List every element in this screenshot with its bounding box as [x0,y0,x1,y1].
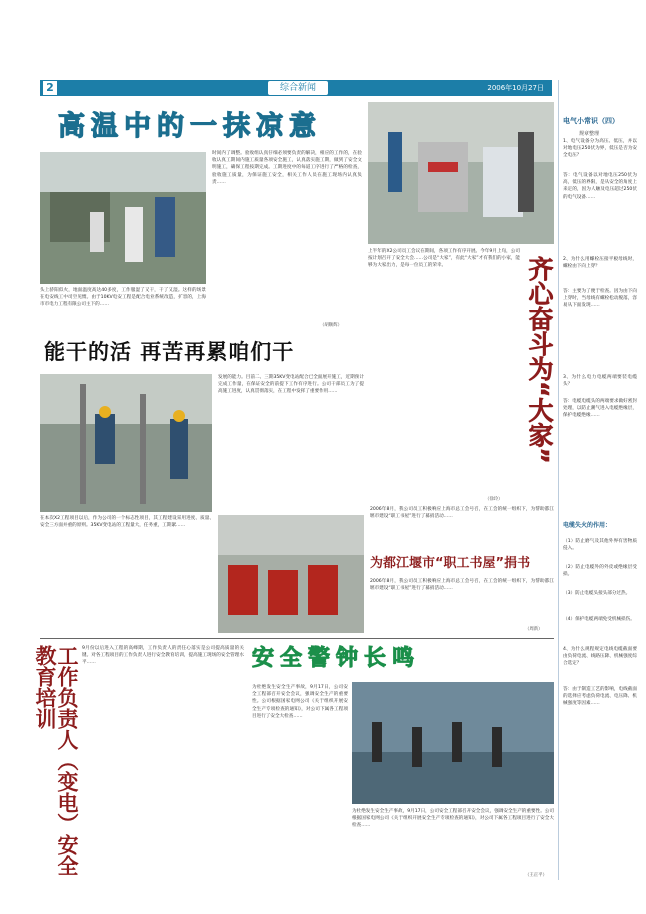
sidebar-q2: 2、为什么用螺栓压接平板母线时，螺栓由下向上穿？ [563,257,637,270]
sidebar-a3: 答：电缆电缆头的两端要求做好密封处理，以防止潮气进入电缆绝缘层，保护电缆绝缘…… [563,399,637,419]
sidebar-title: 电气小常识（四） [563,117,619,125]
zhigongwu-title: 为都江堰市“职工书屋”捐书 [370,556,531,571]
heat-caption: 头上骄阳似火，地面温度高达40多度，工作服湿了又干，干了又湿。这样的场景在电安线工中司空见惯。由于10KV电安工程是配合电业系统改造，扩容的，上海市市电力工程有限公司主下的…… [40,288,206,308]
safety-alarm-body: 为杜绝发生安全生产事故，9月17日，公司安全工程部召开安全会议，强调安全生产的重要性。公司根据国家电网公司《关于组织开展安全生产专项检查的通知》，对公司下属各工程项目进行了安全大检查…… [252,685,348,719]
sidebar-subtitle: 规章整理 [579,131,600,137]
sidebar-q1: 1、电气设备分为高压、低压，并以对地电压250伏为界，低压是否为安全电压？ [563,139,637,159]
page-number: 2 [43,81,57,95]
safety-author: （王正平） [525,873,547,878]
sidebar-fire-3: （3）防止电缆头接头部分过热。 [563,591,631,596]
sidebar-q3: 3、为什么电力电缆两端要装电缆头？ [563,375,637,388]
training-title: 工作负责人（变电）安全教育培训 [33,645,79,876]
sidebar-q4: 4、为什么规程规定电线电缆截面要由负荷电流、线路压降、机械强度综合选定？ [563,647,637,667]
section-title: 综合新闻 [268,81,328,95]
zhigongwu-extra: 2006年8月，我公司员工积极响应上海市总工会号召，在工会的统一组织下，为帮助都江堰市建设“职工书屋”进行了募捐活动…… [370,579,554,592]
hard-work-body-bottom: 在本次X2工程项目以后，作为公司的一个标志性项目，其工程建设采用进度、质量、安全三方面并重的原则。35KV变电站的工程量大，任务重，工期紧…… [40,516,214,529]
hard-work-photo-2-image [218,515,364,633]
qixin-title: 齐心奋斗为“大家” [525,256,554,464]
zhigongwu-author: （周新） [525,627,543,632]
issue-date: 2006年10月27日 [487,84,544,92]
hard-work-photo [40,374,212,512]
safety-alarm-title: 安全警钟长鸣 [252,646,421,671]
sidebar [558,80,639,880]
heat-photo-image [40,152,206,284]
sidebar-a2: 答：主要为了便于检查。因为由下向上穿时，当母线有螺栓松动脱落，容易从下面发现…… [563,289,637,309]
sidebar-fire-2: （2）防止电缆外的外皮或绝缘层受损。 [563,565,637,578]
safety-alarm-body-2: 为杜绝发生安全生产事故，9月17日，公司安全工程部召开安全会议，强调安全生产的重要性。公司根据国家电网公司《关于组织开展安全生产专项检查的通知》，对公司下属各工程项目进行了安全大检查…… [352,809,554,829]
zhigongwu-body: 2006年8月，我公司员工积极响应上海市总工会号召，在工会的统一组织下，为帮助都江堰市建设“职工书屋”进行了募捐活动…… [370,507,554,520]
hard-work-body-right: 发展的能力。目前二、三期35KV变电站配合已全面展开施工，近期预计完成工作量，在保证安全的前提下工作有序进行。公司干部员工为了提高施工进度，认真贯彻落实，在工程中发挥了重要作用…… [218,375,364,395]
safety-photo-image [352,682,554,804]
divider [40,638,554,639]
masthead [40,80,552,96]
heat-article-title: 高温中的一抹凉意 [58,111,322,142]
training-body: 9月份以后进入工程的高峰期，工作负责人的责任心落实是公司提高质量的关键。对各工程项目的工作负责人进行安全教育培训，提高施工现场的安全管理水平…… [82,646,244,666]
heat-body: 时间内了调整。验收组认真仔细必须要负责的解决，相应的工作的，在验收认真工期间内施工质量各项安全施工，认真落实施工期，做到了安全文明施工，确保工程按期完成。工期进度中的每道工序进行了严格的检查，验收施工质量，为保证施工安全，相关工作人员在施工现场内认真负责…… [212,151,362,185]
sidebar-fire-title: 电缆失火的作用： [563,522,612,529]
hard-work-photo-2 [218,515,364,633]
hard-work-title: 能干的活 再苦再累咱们干 [44,340,295,364]
sidebar-a4: 答：由于制造工艺的影响，电线截面的选择应考虑负荷电流、电压降、机械强度等因素…… [563,687,637,707]
qixin-body: 上半年的X2公司员工会议在期间，各项工作有序开展。今年9月上旬，公司按计划召开了安全大会……公司是“大家”，有此“大家”才有我们的小家，能够为大家出力，是每一位员工的荣幸。 [368,249,520,269]
hard-work-photo-image [40,374,212,512]
substation-photo-image [368,102,554,244]
sidebar-a1: 答：电气设备以对地电压250伏为高，低压的界限，是从安全的角度上来定的，因为人触及电压超过250伏的电气设备…… [563,173,637,200]
substation-photo [368,102,554,244]
heat-photo [40,152,206,284]
sidebar-fire-1: （1）防止磨气及其他外界有害物质侵入。 [563,539,637,552]
sidebar-fire-4: （4）保护电缆两端免受机械损伤。 [563,617,635,622]
qixin-author: （徐玲） [485,497,503,502]
safety-photo [352,682,554,804]
heat-author: （胡顺辉） [320,323,342,328]
